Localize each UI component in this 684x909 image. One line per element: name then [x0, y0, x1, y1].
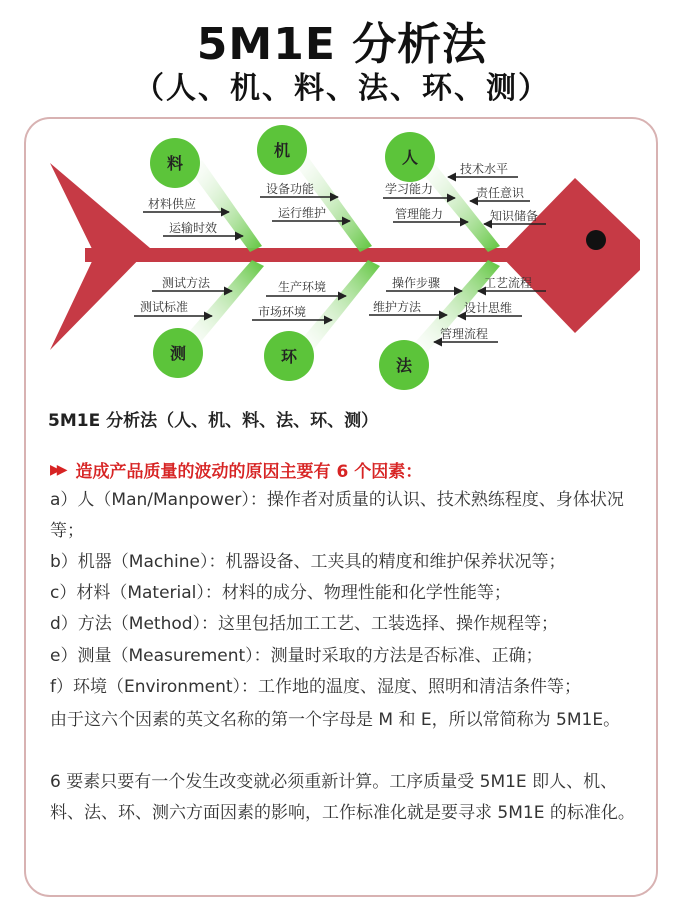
- factor-material: c）材料（Material）：材料的成分、物理性能和化学性能等；: [50, 583, 511, 603]
- svg-text:运输时效: 运输时效: [169, 221, 218, 235]
- cause-fa-4: [458, 300, 522, 316]
- svg-text:操作步骤: 操作步骤: [392, 276, 441, 290]
- double-chevron-right-icon: ▶▶: [50, 461, 64, 478]
- category-huan: [264, 331, 314, 381]
- bone-ji: [292, 154, 372, 252]
- svg-text:维护方法: 维护方法: [373, 300, 422, 314]
- cause-ce-1: [152, 275, 232, 291]
- cause-huan-1: [266, 279, 346, 296]
- factor-environment: f）环境（Environment）：工作地的温度、湿度、照明和清洁条件等；: [50, 677, 582, 697]
- svg-text:管理流程: 管理流程: [440, 327, 489, 341]
- svg-text:市场环境: 市场环境: [258, 305, 307, 319]
- svg-text:技术水平: 技术水平: [460, 162, 509, 176]
- svg-text:机: 机: [273, 141, 291, 160]
- cause-ce-2: [134, 299, 212, 316]
- factor-method: d）方法（Method）：这里包括加工工艺、工装选择、操作规程等；: [50, 614, 559, 634]
- cause-ren-4: [470, 185, 530, 201]
- bone-huan: [296, 260, 380, 354]
- category-ji: [257, 125, 307, 175]
- cause-heading: [50, 457, 422, 482]
- category-fa: [379, 340, 429, 390]
- svg-text:设计思维: 设计思维: [464, 301, 513, 315]
- fish-eye-icon: [586, 230, 606, 250]
- factor-machine: b）机器（Machine）：机器设备、工夹具的精度和维护保养状况等；: [50, 552, 566, 572]
- cause-heading-text: 造成产品质量的波动的原因主要有 6 个因素：: [75, 462, 423, 482]
- svg-text:运行维护: 运行维护: [278, 206, 327, 220]
- svg-text:测试方法: 测试方法: [162, 276, 211, 290]
- svg-text:知识储备: 知识储备: [490, 209, 539, 223]
- svg-text:材料供应: 材料供应: [148, 197, 197, 211]
- svg-text:法: 法: [395, 356, 413, 375]
- cause-ren-5: [484, 208, 546, 224]
- svg-text:测试标准: 测试标准: [140, 300, 189, 314]
- cause-ren-3: [448, 161, 518, 177]
- standardization-note: 6 要素只要有一个发生改变就必须重新计算。工序质量受 5M1E 即人、机、料、法、环、测六方面因素的影响，工作标准化就是要寻求 5M1E 的标准化。: [50, 772, 635, 823]
- page-subtitle: （人、机、料、法、环、测）: [134, 71, 550, 106]
- svg-text:管理能力: 管理能力: [395, 207, 444, 221]
- category-liao: [150, 138, 200, 188]
- svg-text:学习能力: 学习能力: [385, 182, 434, 196]
- page-title: 5M1E 分析法: [196, 19, 488, 70]
- svg-text:人: 人: [401, 148, 419, 167]
- svg-text:环: 环: [280, 347, 298, 366]
- factor-measurement: e）测量（Measurement）：测量时采取的方法是否标准、正确；: [50, 646, 543, 666]
- svg-text:生产环境: 生产环境: [278, 280, 327, 294]
- svg-text:测: 测: [169, 344, 187, 363]
- naming-note: 由于这六个因素的英文名称的第一个字母是 M 和 E，所以常简称为 5M1E。: [50, 710, 621, 730]
- category-ce: [153, 328, 203, 378]
- factor-man: a）人（Man/Manpower）：操作者对质量的认识、技术熟练程度、身体状况等；: [50, 490, 624, 541]
- svg-text:料: 料: [166, 154, 184, 173]
- svg-text:设备功能: 设备功能: [266, 182, 315, 196]
- cause-fa-5: [434, 326, 498, 342]
- cause-fa-2: [369, 299, 447, 315]
- svg-text:工艺流程: 工艺流程: [484, 276, 533, 290]
- svg-text:责任意识: 责任意识: [476, 186, 525, 200]
- cause-fa-1: [386, 275, 462, 291]
- summary-heading: 5M1E 分析法（人、机、料、法、环、测）: [48, 411, 379, 431]
- bone-liao: [188, 160, 262, 252]
- category-ren: [385, 132, 435, 182]
